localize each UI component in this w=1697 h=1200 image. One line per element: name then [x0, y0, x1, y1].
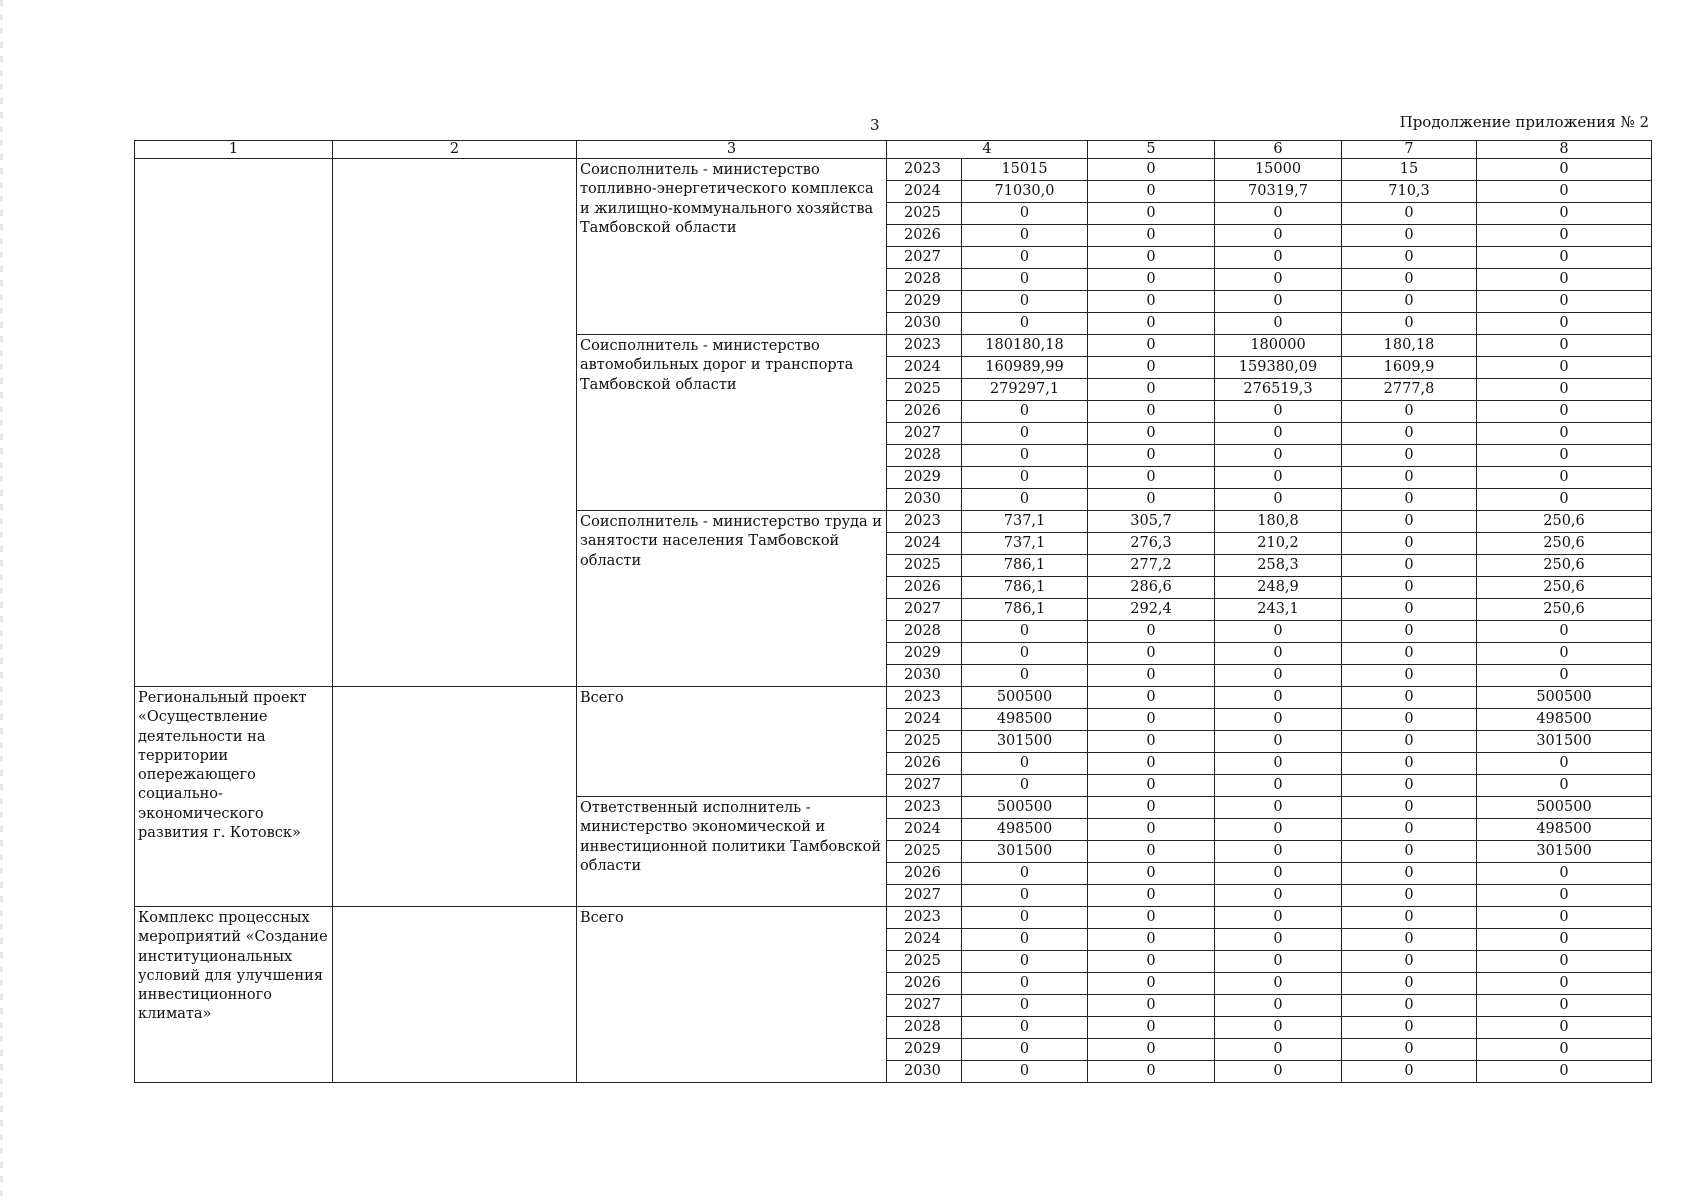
federal-cell: 0: [1088, 335, 1215, 357]
federal-cell: 0: [1088, 929, 1215, 951]
other-cell: 0: [1477, 247, 1652, 269]
other-cell: 250,6: [1477, 577, 1652, 599]
total-cell: 0: [962, 1039, 1088, 1061]
local-cell: 1609,9: [1342, 357, 1477, 379]
year-cell: 2028: [887, 621, 962, 643]
regional-cell: 0: [1215, 929, 1342, 951]
total-cell: 0: [962, 445, 1088, 467]
year-cell: 2029: [887, 467, 962, 489]
year-cell: 2023: [887, 335, 962, 357]
year-cell: 2023: [887, 797, 962, 819]
header-cell-7: 7: [1342, 141, 1477, 159]
other-cell: 0: [1477, 929, 1652, 951]
regional-cell: 0: [1215, 797, 1342, 819]
other-cell: 0: [1477, 423, 1652, 445]
federal-cell: 0: [1088, 841, 1215, 863]
table-row: [135, 907, 1652, 929]
federal-cell: 0: [1088, 467, 1215, 489]
local-cell: 0: [1342, 1039, 1477, 1061]
local-cell: 0: [1342, 423, 1477, 445]
regional-cell: 0: [1215, 247, 1342, 269]
local-cell: 0: [1342, 225, 1477, 247]
federal-cell: 0: [1088, 643, 1215, 665]
local-cell: 0: [1342, 863, 1477, 885]
other-cell: 0: [1477, 1061, 1652, 1083]
local-cell: 180,18: [1342, 335, 1477, 357]
total-cell: 0: [962, 929, 1088, 951]
total-cell: 0: [962, 621, 1088, 643]
other-cell: 0: [1477, 885, 1652, 907]
federal-cell: 0: [1088, 951, 1215, 973]
year-cell: 2024: [887, 181, 962, 203]
total-cell: 500500: [962, 687, 1088, 709]
regional-cell: 0: [1215, 885, 1342, 907]
total-cell: 786,1: [962, 577, 1088, 599]
executor-cell: Всего: [577, 687, 887, 797]
header-cell-2: 2: [333, 141, 577, 159]
local-cell: 0: [1342, 995, 1477, 1017]
local-cell: 0: [1342, 313, 1477, 335]
regional-cell: 0: [1215, 665, 1342, 687]
total-cell: 301500: [962, 731, 1088, 753]
local-cell: 0: [1342, 1017, 1477, 1039]
column2-cell: [333, 159, 577, 687]
local-cell: 0: [1342, 401, 1477, 423]
year-cell: 2024: [887, 929, 962, 951]
executor-cell: Ответственный исполнитель - министерство экономической и инвестиционной политики Тамбовской области: [577, 797, 887, 907]
total-cell: 71030,0: [962, 181, 1088, 203]
regional-cell: 0: [1215, 1061, 1342, 1083]
local-cell: 15: [1342, 159, 1477, 181]
federal-cell: 0: [1088, 775, 1215, 797]
regional-cell: 0: [1215, 731, 1342, 753]
total-cell: 0: [962, 1017, 1088, 1039]
executor-cell: Соисполнитель - министерство труда и занятости населения Тамбовской области: [577, 511, 887, 687]
year-cell: 2028: [887, 445, 962, 467]
local-cell: 2777,8: [1342, 379, 1477, 401]
federal-cell: 0: [1088, 379, 1215, 401]
regional-cell: 0: [1215, 907, 1342, 929]
total-cell: 0: [962, 973, 1088, 995]
total-cell: 0: [962, 225, 1088, 247]
other-cell: 301500: [1477, 841, 1652, 863]
other-cell: 250,6: [1477, 533, 1652, 555]
local-cell: 710,3: [1342, 181, 1477, 203]
total-cell: 0: [962, 401, 1088, 423]
federal-cell: 305,7: [1088, 511, 1215, 533]
year-cell: 2029: [887, 643, 962, 665]
federal-cell: 0: [1088, 687, 1215, 709]
year-cell: 2024: [887, 357, 962, 379]
local-cell: 0: [1342, 445, 1477, 467]
local-cell: 0: [1342, 709, 1477, 731]
total-cell: 500500: [962, 797, 1088, 819]
total-cell: 0: [962, 775, 1088, 797]
regional-cell: 180000: [1215, 335, 1342, 357]
year-cell: 2023: [887, 159, 962, 181]
federal-cell: 0: [1088, 247, 1215, 269]
regional-cell: 210,2: [1215, 533, 1342, 555]
federal-cell: 0: [1088, 225, 1215, 247]
federal-cell: 0: [1088, 357, 1215, 379]
other-cell: 0: [1477, 753, 1652, 775]
regional-cell: 0: [1215, 423, 1342, 445]
regional-cell: 0: [1215, 995, 1342, 1017]
other-cell: 498500: [1477, 819, 1652, 841]
year-cell: 2030: [887, 489, 962, 511]
total-cell: 0: [962, 643, 1088, 665]
total-cell: 0: [962, 665, 1088, 687]
year-cell: 2027: [887, 599, 962, 621]
year-cell: 2029: [887, 291, 962, 313]
other-cell: 0: [1477, 467, 1652, 489]
year-cell: 2024: [887, 709, 962, 731]
year-cell: 2026: [887, 973, 962, 995]
federal-cell: 0: [1088, 313, 1215, 335]
year-cell: 2027: [887, 885, 962, 907]
total-cell: 0: [962, 203, 1088, 225]
regional-cell: 0: [1215, 687, 1342, 709]
federal-cell: 0: [1088, 181, 1215, 203]
federal-cell: 0: [1088, 907, 1215, 929]
year-cell: 2027: [887, 423, 962, 445]
local-cell: 0: [1342, 533, 1477, 555]
other-cell: 0: [1477, 973, 1652, 995]
regional-cell: 0: [1215, 269, 1342, 291]
column2-cell: [333, 687, 577, 907]
regional-cell: 0: [1215, 445, 1342, 467]
other-cell: 498500: [1477, 709, 1652, 731]
regional-cell: 0: [1215, 841, 1342, 863]
page-number: 3: [870, 116, 880, 134]
other-cell: 0: [1477, 665, 1652, 687]
other-cell: 0: [1477, 379, 1652, 401]
federal-cell: 0: [1088, 159, 1215, 181]
federal-cell: 0: [1088, 797, 1215, 819]
other-cell: 0: [1477, 401, 1652, 423]
regional-cell: 258,3: [1215, 555, 1342, 577]
header-cell-6: 6: [1215, 141, 1342, 159]
total-cell: 279297,1: [962, 379, 1088, 401]
year-cell: 2026: [887, 577, 962, 599]
local-cell: 0: [1342, 599, 1477, 621]
total-cell: 786,1: [962, 555, 1088, 577]
regional-cell: 0: [1215, 621, 1342, 643]
other-cell: 0: [1477, 269, 1652, 291]
financing-table: [134, 140, 1652, 1083]
year-cell: 2023: [887, 687, 962, 709]
total-cell: 0: [962, 753, 1088, 775]
total-cell: 737,1: [962, 533, 1088, 555]
total-cell: 498500: [962, 819, 1088, 841]
federal-cell: 0: [1088, 203, 1215, 225]
other-cell: 0: [1477, 203, 1652, 225]
other-cell: 0: [1477, 643, 1652, 665]
column2-cell: [333, 907, 577, 1083]
total-cell: 301500: [962, 841, 1088, 863]
total-cell: 180180,18: [962, 335, 1088, 357]
regional-cell: 0: [1215, 203, 1342, 225]
local-cell: 0: [1342, 753, 1477, 775]
regional-cell: 0: [1215, 643, 1342, 665]
total-cell: 0: [962, 907, 1088, 929]
total-cell: 15015: [962, 159, 1088, 181]
program-name-cell: Региональный проект «Осуществление деятельности на территории опережающего социально-экономического развития г. Котовск»: [135, 687, 333, 907]
year-cell: 2025: [887, 841, 962, 863]
year-cell: 2024: [887, 533, 962, 555]
year-cell: 2026: [887, 401, 962, 423]
year-cell: 2023: [887, 511, 962, 533]
total-cell: 498500: [962, 709, 1088, 731]
federal-cell: 0: [1088, 665, 1215, 687]
year-cell: 2026: [887, 863, 962, 885]
local-cell: 0: [1342, 291, 1477, 313]
federal-cell: 0: [1088, 863, 1215, 885]
total-cell: 0: [962, 489, 1088, 511]
total-cell: 737,1: [962, 511, 1088, 533]
regional-cell: 248,9: [1215, 577, 1342, 599]
table-row: [135, 159, 1652, 181]
year-cell: 2026: [887, 225, 962, 247]
local-cell: 0: [1342, 203, 1477, 225]
header-row: [135, 141, 1652, 159]
total-cell: 786,1: [962, 599, 1088, 621]
federal-cell: 0: [1088, 731, 1215, 753]
local-cell: 0: [1342, 247, 1477, 269]
regional-cell: 0: [1215, 819, 1342, 841]
other-cell: 0: [1477, 489, 1652, 511]
regional-cell: 0: [1215, 489, 1342, 511]
federal-cell: 0: [1088, 1017, 1215, 1039]
regional-cell: 276519,3: [1215, 379, 1342, 401]
other-cell: 0: [1477, 181, 1652, 203]
total-cell: 0: [962, 247, 1088, 269]
local-cell: 0: [1342, 489, 1477, 511]
header-cell-4: 4: [887, 141, 1088, 159]
other-cell: 0: [1477, 225, 1652, 247]
scan-edge-artifact: [0, 0, 3, 1200]
continuation-note: Продолжение приложения № 2: [1399, 113, 1649, 131]
regional-cell: 0: [1215, 951, 1342, 973]
federal-cell: 0: [1088, 489, 1215, 511]
local-cell: 0: [1342, 269, 1477, 291]
other-cell: 0: [1477, 907, 1652, 929]
executor-cell: Всего: [577, 907, 887, 1083]
regional-cell: 0: [1215, 709, 1342, 731]
other-cell: 500500: [1477, 797, 1652, 819]
year-cell: 2026: [887, 753, 962, 775]
local-cell: 0: [1342, 907, 1477, 929]
other-cell: 0: [1477, 357, 1652, 379]
federal-cell: 276,3: [1088, 533, 1215, 555]
federal-cell: 0: [1088, 445, 1215, 467]
federal-cell: 0: [1088, 401, 1215, 423]
regional-cell: 0: [1215, 973, 1342, 995]
regional-cell: 159380,09: [1215, 357, 1342, 379]
total-cell: 0: [962, 423, 1088, 445]
local-cell: 0: [1342, 731, 1477, 753]
year-cell: 2030: [887, 313, 962, 335]
local-cell: 0: [1342, 687, 1477, 709]
regional-cell: 70319,7: [1215, 181, 1342, 203]
regional-cell: 0: [1215, 863, 1342, 885]
local-cell: 0: [1342, 665, 1477, 687]
total-cell: 0: [962, 269, 1088, 291]
total-cell: 0: [962, 313, 1088, 335]
regional-cell: 0: [1215, 467, 1342, 489]
year-cell: 2027: [887, 995, 962, 1017]
total-cell: 0: [962, 885, 1088, 907]
federal-cell: 0: [1088, 1061, 1215, 1083]
local-cell: 0: [1342, 775, 1477, 797]
table-row: [135, 687, 1652, 709]
federal-cell: 0: [1088, 995, 1215, 1017]
total-cell: 0: [962, 467, 1088, 489]
other-cell: 301500: [1477, 731, 1652, 753]
year-cell: 2029: [887, 1039, 962, 1061]
regional-cell: 0: [1215, 225, 1342, 247]
regional-cell: 0: [1215, 1017, 1342, 1039]
total-cell: 160989,99: [962, 357, 1088, 379]
local-cell: 0: [1342, 577, 1477, 599]
year-cell: 2028: [887, 269, 962, 291]
other-cell: 0: [1477, 291, 1652, 313]
header-cell-3: 3: [577, 141, 887, 159]
other-cell: 0: [1477, 1017, 1652, 1039]
local-cell: 0: [1342, 555, 1477, 577]
year-cell: 2023: [887, 907, 962, 929]
other-cell: 250,6: [1477, 555, 1652, 577]
regional-cell: 0: [1215, 753, 1342, 775]
local-cell: 0: [1342, 797, 1477, 819]
other-cell: 0: [1477, 863, 1652, 885]
header-cell-8: 8: [1477, 141, 1652, 159]
local-cell: 0: [1342, 511, 1477, 533]
other-cell: 500500: [1477, 687, 1652, 709]
other-cell: 0: [1477, 445, 1652, 467]
local-cell: 0: [1342, 841, 1477, 863]
other-cell: 0: [1477, 951, 1652, 973]
regional-cell: 0: [1215, 1039, 1342, 1061]
other-cell: 0: [1477, 313, 1652, 335]
regional-cell: 0: [1215, 313, 1342, 335]
executor-cell: Соисполнитель - министерство топливно-энергетического комплекса и жилищно-коммунального хозяйства Тамбовской области: [577, 159, 887, 335]
local-cell: 0: [1342, 973, 1477, 995]
table-body: [135, 141, 1652, 1083]
year-cell: 2025: [887, 555, 962, 577]
other-cell: 250,6: [1477, 511, 1652, 533]
local-cell: 0: [1342, 643, 1477, 665]
regional-cell: 243,1: [1215, 599, 1342, 621]
regional-cell: 0: [1215, 291, 1342, 313]
federal-cell: 0: [1088, 269, 1215, 291]
year-cell: 2025: [887, 203, 962, 225]
federal-cell: 0: [1088, 973, 1215, 995]
executor-cell: Соисполнитель - министерство автомобильных дорог и транспорта Тамбовской области: [577, 335, 887, 511]
local-cell: 0: [1342, 1061, 1477, 1083]
header-cell-1: 1: [135, 141, 333, 159]
other-cell: 0: [1477, 159, 1652, 181]
total-cell: 0: [962, 951, 1088, 973]
local-cell: 0: [1342, 929, 1477, 951]
total-cell: 0: [962, 995, 1088, 1017]
program-name-cell: [135, 159, 333, 687]
year-cell: 2027: [887, 247, 962, 269]
regional-cell: 0: [1215, 775, 1342, 797]
regional-cell: 180,8: [1215, 511, 1342, 533]
other-cell: 0: [1477, 621, 1652, 643]
local-cell: 0: [1342, 621, 1477, 643]
federal-cell: 0: [1088, 423, 1215, 445]
other-cell: 0: [1477, 995, 1652, 1017]
year-cell: 2030: [887, 1061, 962, 1083]
federal-cell: 0: [1088, 885, 1215, 907]
federal-cell: 292,4: [1088, 599, 1215, 621]
federal-cell: 0: [1088, 1039, 1215, 1061]
local-cell: 0: [1342, 819, 1477, 841]
header-cell-5: 5: [1088, 141, 1215, 159]
year-cell: 2030: [887, 665, 962, 687]
total-cell: 0: [962, 291, 1088, 313]
regional-cell: 15000: [1215, 159, 1342, 181]
other-cell: 0: [1477, 1039, 1652, 1061]
other-cell: 250,6: [1477, 599, 1652, 621]
local-cell: 0: [1342, 885, 1477, 907]
federal-cell: 0: [1088, 819, 1215, 841]
other-cell: 0: [1477, 775, 1652, 797]
local-cell: 0: [1342, 467, 1477, 489]
total-cell: 0: [962, 863, 1088, 885]
federal-cell: 0: [1088, 753, 1215, 775]
federal-cell: 0: [1088, 621, 1215, 643]
total-cell: 0: [962, 1061, 1088, 1083]
year-cell: 2025: [887, 731, 962, 753]
year-cell: 2025: [887, 951, 962, 973]
other-cell: 0: [1477, 335, 1652, 357]
federal-cell: 286,6: [1088, 577, 1215, 599]
federal-cell: 0: [1088, 291, 1215, 313]
year-cell: 2024: [887, 819, 962, 841]
year-cell: 2028: [887, 1017, 962, 1039]
year-cell: 2025: [887, 379, 962, 401]
year-cell: 2027: [887, 775, 962, 797]
regional-cell: 0: [1215, 401, 1342, 423]
federal-cell: 277,2: [1088, 555, 1215, 577]
program-name-cell: Комплекс процессных мероприятий «Создание институциональных условий для улучшения инвестиционного климата»: [135, 907, 333, 1083]
federal-cell: 0: [1088, 709, 1215, 731]
local-cell: 0: [1342, 951, 1477, 973]
